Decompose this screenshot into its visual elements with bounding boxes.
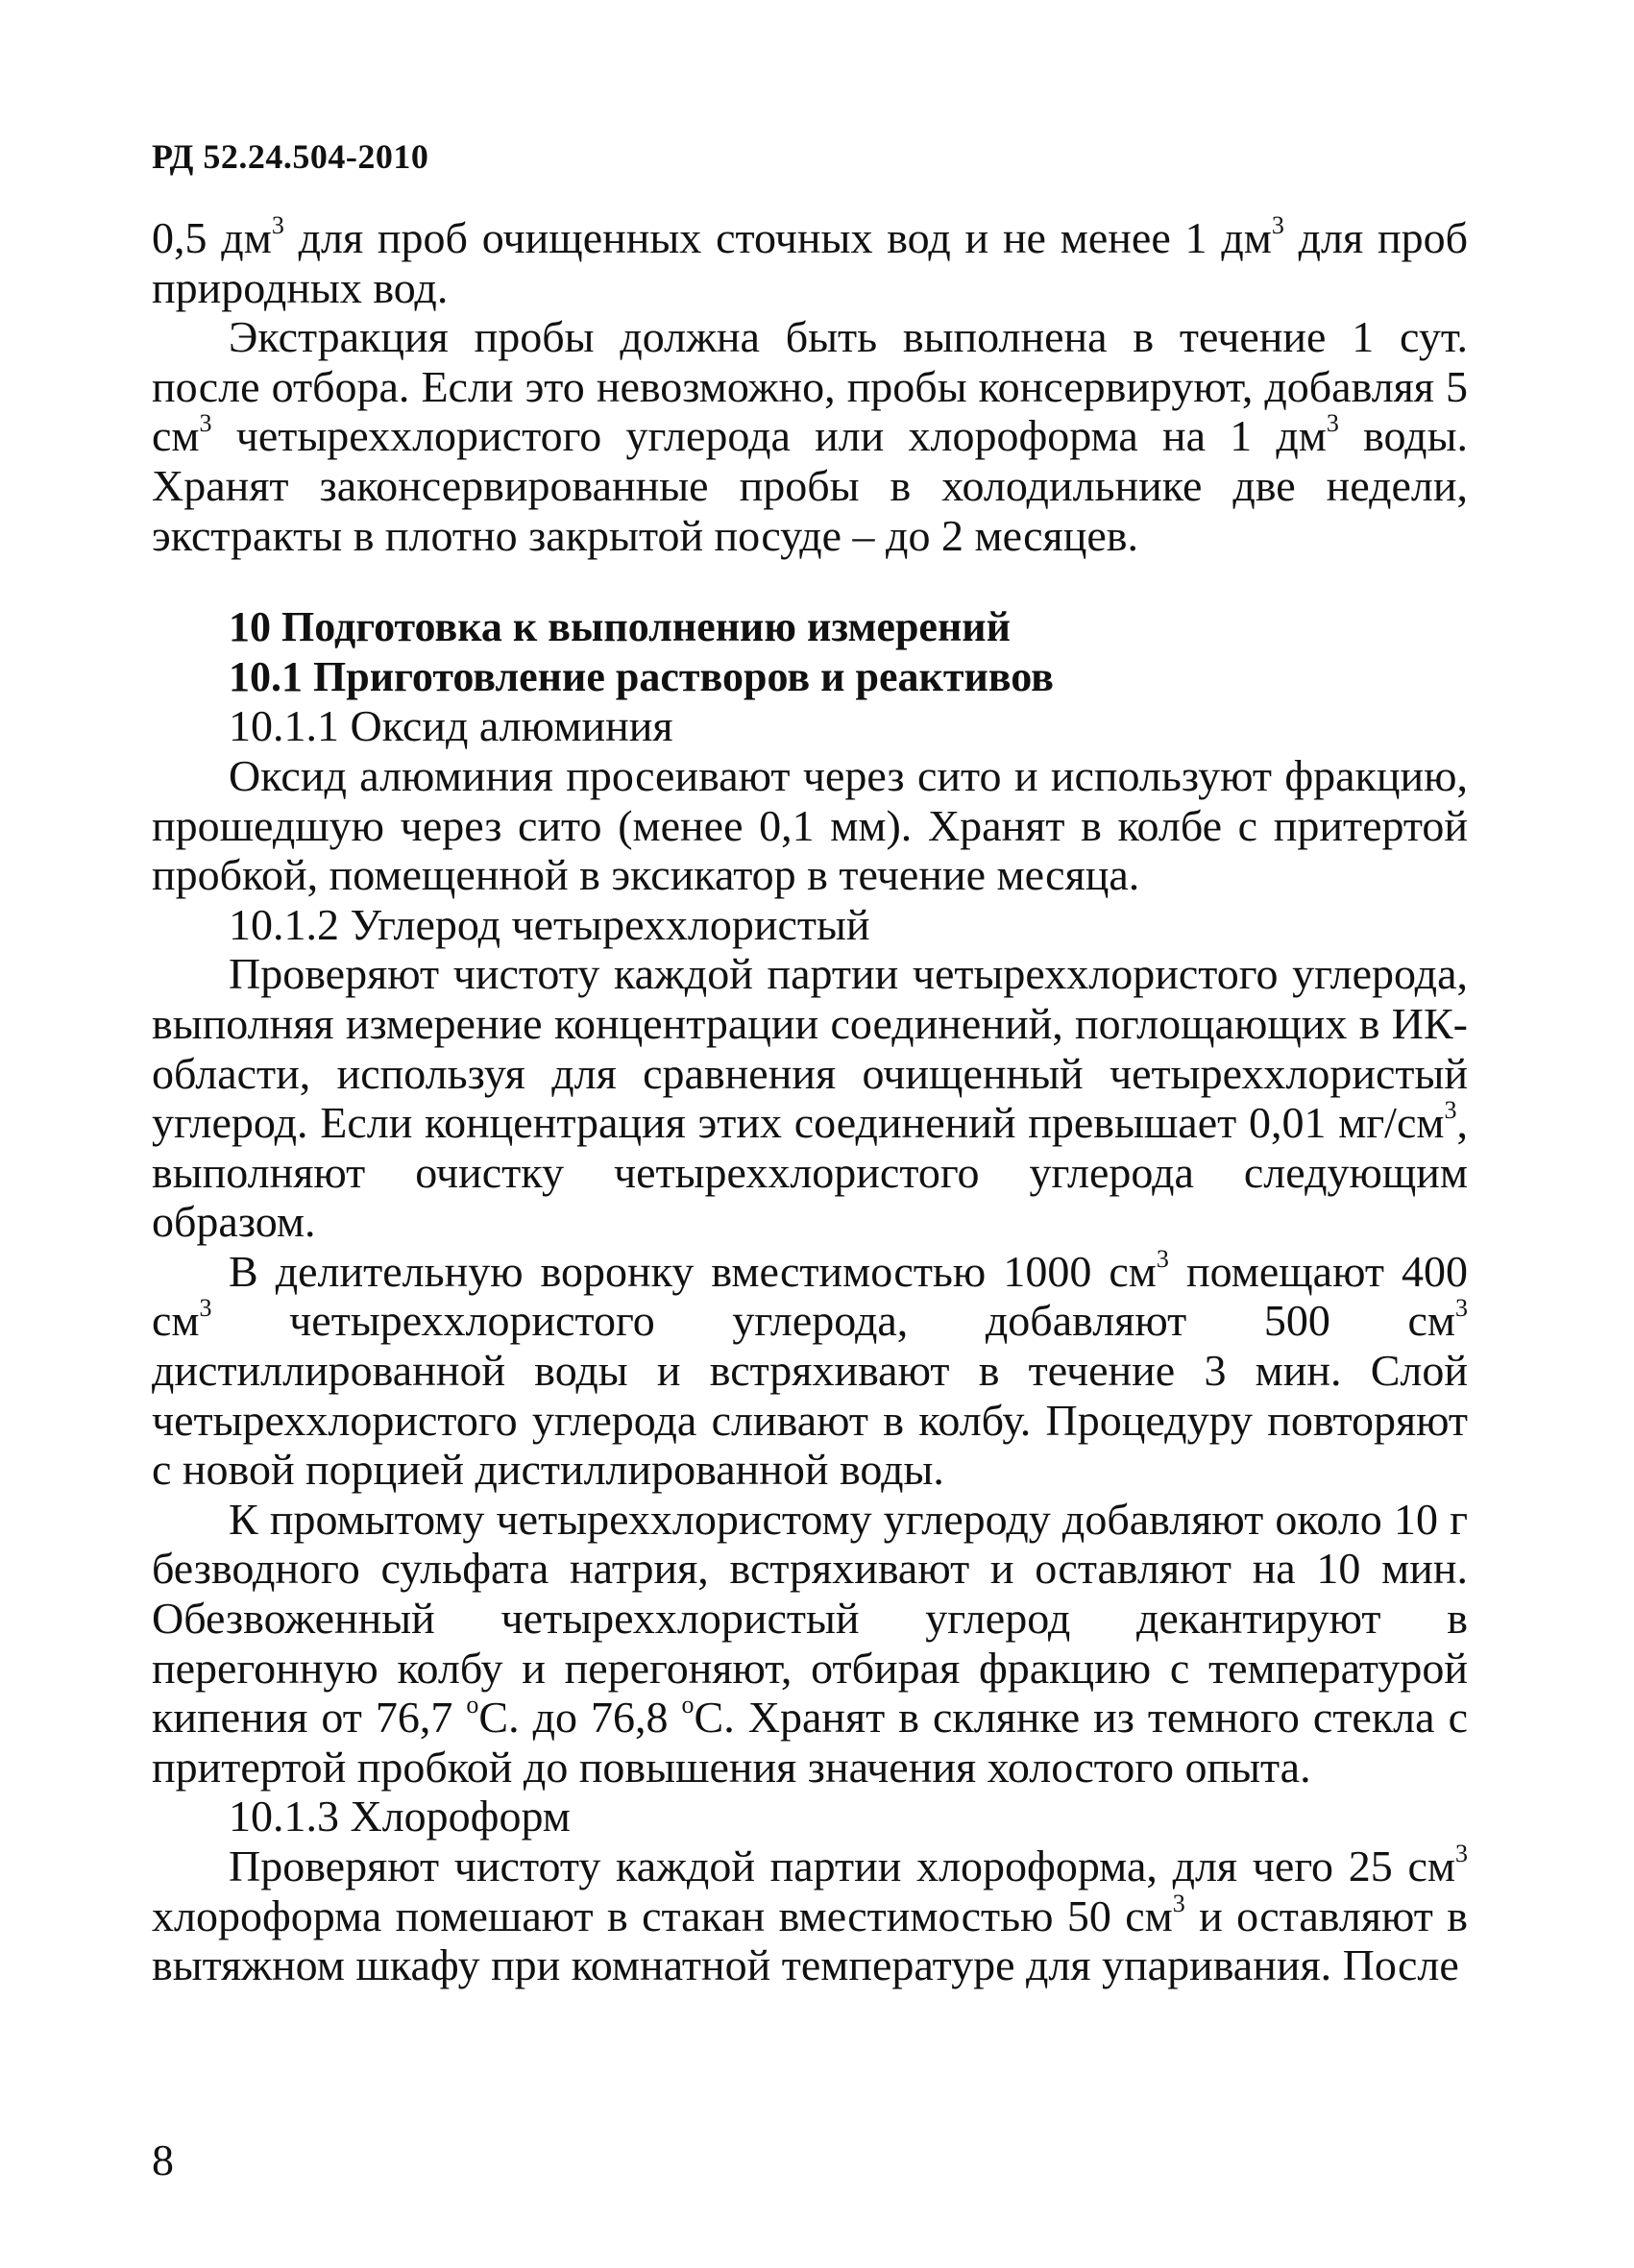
paragraph-aluminium-oxide: Оксид алюминия просеивают через сито и используют фракцию, прошедшую через сито (менее 0,1 мм). Хранят в колбе с притертой пробкой, помещенной в эксикатор в течение месяца.	[152, 750, 1468, 900]
paragraph-sample-volume: 0,5 $дм^3$ для проб очищенных сточных вод и не менее 1 $дм^3$ для проб природных вод.	[152, 211, 1468, 312]
subsection-10-1-3: 10.1.3 Хлороформ	[229, 1792, 571, 1841]
paragraph-separatory-funnel: В делительную воронку вместимостью 1000 $см^3$ помещают 400 $см^3$ четыреххлористого углерода, добавляют 500 $см^3$ дистиллированной воды и встряхивают в течение 3 мин. Слой четыреххлористого углерода сливают в колбу. Процедуру повторяют с новой порцией дистиллированной воды.	[152, 1244, 1469, 1495]
document-code-header: РД 52.24.504-2010	[152, 137, 429, 176]
subsection-10-1-1: 10.1.1 Оксид алюминия	[229, 701, 673, 751]
document-body	[152, 213, 1468, 1990]
page-number: 8	[152, 2135, 174, 2184]
paragraph-distillation: К промытому четыреххлористому углероду добавляют около 10 г безводного сульфата натрия, встряхивают и оставляют на 10 мин. Обезвоженный четыреххлористый углерод декантируют в перегонную колбу и перегоняют, отбирая фракцию с температурой кипения от 76,7 $^o$С. до 76,8 $^o$С. Хранят в склянке из темного стекла с притертой пробкой до повышения значения холостого опыта.	[152, 1494, 1468, 1792]
section-heading-10-1: 10.1 Приготовление растворов и реактивов	[229, 652, 1054, 700]
paragraph-chloroform-check: Проверяют чистоту каждой партии хлороформа, для чего 25 $см^3$ хлороформа помешают в стакан вместимостью 50 $см^3$ и оставляют в вытяжном шкафу при комнатной температуре для упаривания. После	[152, 1840, 1468, 1990]
paragraph-extraction: Экстракция пробы должна быть выполнена в течение 1 сут. после отбора. Если это невозможно, пробы консервируют, добавляя 5 $см^3$ четыреххлористого углерода или хлороформа на 1 $дм^3$ воды. Хранят законсервированные пробы в холодильнике две недели, экстракты в плотно закрытой посуде – до 2 месяцев.	[152, 312, 1468, 560]
section-heading-10: 10 Подготовка к выполнению измерений	[229, 603, 1011, 651]
subsection-10-1-2: 10.1.2 Углерод четыреххлористый	[229, 899, 870, 949]
paragraph-carbon-tetrachloride-check: Проверяют чистоту каждой партии четыреххлористого углерода, выполняя измерение концентрации соединений, поглощающих в ИК-области, используя для сравнения очищенный четыреххлористый углерод. Если концентрация этих соединений превышает 0,01 $мг/см^3$, выполняют очистку четыреххлористого углерода следующим образом.	[152, 949, 1468, 1247]
